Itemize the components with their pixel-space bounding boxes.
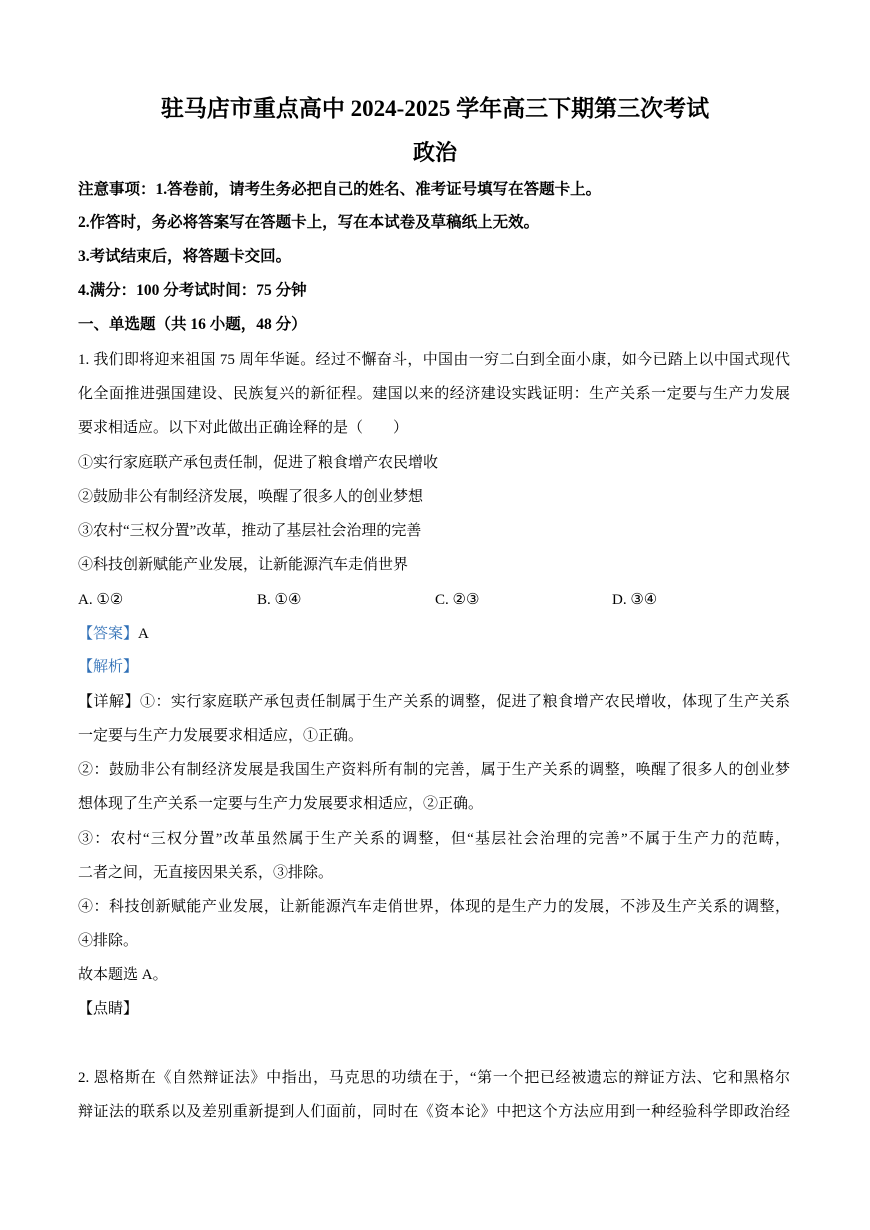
notice-3: 3.考试结束后，将答题卡交回。: [78, 248, 292, 265]
q1-detail-line-6: 二者之间，无直接因果关系，③排除。: [78, 865, 334, 881]
q1-answer: [78, 624, 149, 644]
q1-conclusion: 故本题选 A。: [78, 967, 168, 983]
q1-statement-1: ①实行家庭联产承包责任制，促进了粮食增产农民增收: [78, 455, 439, 471]
q1-detail-line-2: 一定要与生产力发展要求相适应，①正确。: [78, 728, 364, 744]
q1-statement-3: ③农村“三权分置”改革，推动了基层社会治理的完善: [78, 523, 422, 539]
q1-statement-4: ④科技创新赋能产业发展，让新能源汽车走俏世界: [78, 557, 409, 573]
q2-stem-line-2: 辩证法的联系以及差别重新提到人们面前，同时在《资本论》中把这个方法应用到一种经验科学即政治经: [78, 1104, 790, 1120]
q2-stem-line-1: 2. 恩格斯在《自然辩证法》中指出，马克思的功绩在于，“第一个把已经被遗忘的辩证方法、它和黑格尔: [78, 1070, 790, 1086]
analysis-tag: 【解析】: [78, 659, 139, 675]
q1-detail-line-4: 想体现了生产关系一定要与生产力发展要求相适应，②正确。: [78, 796, 484, 812]
q1-detail-line-7: ④：科技创新赋能产业发展，让新能源汽车走俏世界，体现的是生产力的发展，不涉及生产关系的调整，: [78, 899, 790, 915]
highlight-tag: 【点睛】: [78, 1001, 139, 1017]
q1-option-b: B. ①④: [257, 592, 302, 608]
notice-1: 注意事项：1.答卷前，请考生务必把自己的姓名、准考证号填写在答题卡上。: [78, 181, 602, 198]
exam-subject: 政治: [412, 140, 457, 165]
section-heading: 一、单选题（共 16 小题，48 分）: [78, 316, 307, 333]
q1-stem-line-2: 化全面推进强国建设、民族复兴的新征程。建国以来的经济建设实践证明：生产关系一定要与生产力发展: [78, 386, 790, 402]
q1-detail-line-1: 【详解】①：实行家庭联产承包责任制属于生产关系的调整，促进了粮食增产农民增收，体现了生产关系: [78, 694, 790, 710]
answer-value: A: [138, 626, 149, 642]
q1-stem-line-1: 1. 我们即将迎来祖国 75 周年华诞。经过不懈奋斗，中国由一穷二白到全面小康，如今已踏上以中国式现代: [78, 352, 790, 368]
q1-option-a: A. ①②: [78, 592, 124, 608]
q1-detail-line-8: ④排除。: [78, 933, 139, 949]
q1-option-c: C. ②③: [435, 592, 480, 608]
q1-stem-line-3: 要求相适应。以下对此做出正确诠释的是（ ）: [78, 420, 409, 436]
q1-detail-line-3: ②：鼓励非公有制经济发展是我国生产资料所有制的完善，属于生产关系的调整，唤醒了很多人的创业梦: [78, 762, 790, 778]
q1-detail-line-5: ③：农村“三权分置”改革虽然属于生产关系的调整，但“基层社会治理的完善”不属于生产力的范畴，: [78, 831, 790, 847]
notice-2: 2.作答时，务必将答案写在答题卡上，写在本试卷及草稿纸上无效。: [78, 214, 540, 231]
exam-title: 驻马店市重点高中 2024-2025 学年高三下期第三次考试: [160, 96, 710, 121]
q1-statement-2: ②鼓励非公有制经济发展，唤醒了很多人的创业梦想: [78, 489, 424, 505]
notice-4: 4.满分：100 分考试时间：75 分钟: [78, 282, 307, 299]
answer-tag: 【答案】: [78, 626, 139, 642]
q1-option-d: D. ③④: [612, 592, 658, 608]
